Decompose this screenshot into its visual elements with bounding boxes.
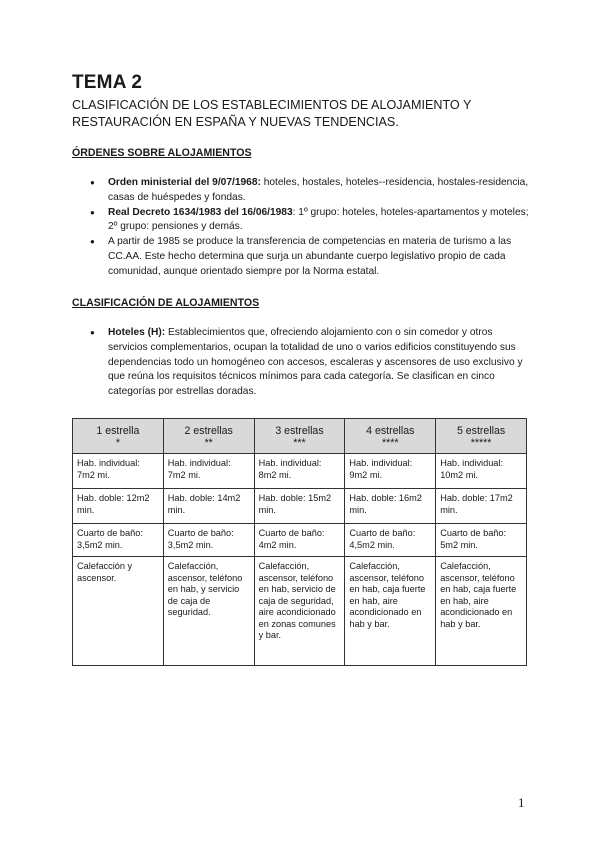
table-row [73, 489, 527, 524]
table-cell: Hab. doble: 16m2 min. [345, 489, 436, 524]
page-number: 1 [518, 795, 525, 810]
table-header-row [73, 419, 527, 454]
list-item-text: : 1º grupo: hoteles, hoteles-apartamentos y moteles; 2º grupo: pensiones y demás. [108, 206, 529, 233]
document-subtitle: CLASIFICACIÓN DE LOS ESTABLECIMIENTOS DE ALOJAMIENTO Y RESTAURACIÓN EN ESPAÑA Y NUEVAS TENDENCIAS. [72, 98, 472, 129]
table-cell: Calefacción, ascensor, teléfono en hab, caja fuerte en hab, aire acondicionado en hab y bar. [436, 557, 527, 666]
table-cell: Hab. doble: 12m2 min. [73, 489, 164, 524]
header-label: 5 estrellas [456, 425, 506, 437]
table-row [73, 557, 527, 666]
list-item-bold: Hoteles (H): [108, 327, 166, 338]
header-stars: *** [293, 437, 306, 449]
table-cell: Hab. individual: 7m2 mi. [73, 454, 164, 489]
list-item [72, 326, 532, 400]
header-label: 1 estrella [96, 425, 140, 437]
document-title: TEMA 2 [72, 72, 143, 93]
bullet-icon: ● [90, 328, 95, 337]
section-heading-ordenes: ÓRDENES SOBRE ALOJAMIENTOS [72, 147, 252, 159]
table-header-cell [345, 419, 436, 454]
bullet-icon: ● [90, 207, 95, 217]
list-item [72, 235, 532, 279]
table-cell: Cuarto de baño: 4m2 min. [254, 524, 345, 557]
table-cell: Hab. individual: 7m2 mi. [163, 454, 254, 489]
list-item-text: A partir de 1985 se produce la transferencia de competencias en materia de turismo a las CC.AA. Este hecho determina que surja un abundante cuerpo legislativo propio de cada comunidad, aunque orientado siempre por la Norma estatal. [108, 236, 512, 277]
table-row [73, 454, 527, 489]
header-stars: ** [204, 437, 213, 449]
list-item [72, 176, 532, 206]
list-item-bold: Real Decreto 1634/1983 del 16/06/1983 [108, 206, 293, 218]
clasificacion-list [72, 326, 532, 400]
table-cell: Calefacción, ascensor, teléfono en hab, y servicio de caja de seguridad. [163, 557, 254, 666]
list-item-text: hoteles, hostales, hoteles--residencia, hostales-residencia, casas de huéspedes y fondas. [108, 177, 529, 203]
table-cell: Cuarto de baño: 5m2 min. [436, 524, 527, 557]
table-header-cell [163, 419, 254, 454]
table-cell: Calefacción, ascensor, teléfono en hab, servicio de caja de seguridad, aire acondicionado en zonas comunes y bar. [254, 557, 345, 666]
table-header-cell [73, 419, 164, 454]
table-cell: Hab. individual: 8m2 mi. [254, 454, 345, 489]
table-row [73, 524, 527, 557]
table-cell: Cuarto de baño: 4,5m2 min. [345, 524, 436, 557]
table-cell: Cuarto de baño: 3,5m2 min. [73, 524, 164, 557]
bullet-icon: ● [90, 178, 95, 187]
table-header-cell [254, 419, 345, 454]
table-cell: Cuarto de baño: 3,5m2 min. [163, 524, 254, 557]
section-heading-clasificacion: CLASIFICACIÓN DE ALOJAMIENTOS [72, 297, 260, 309]
table-cell: Hab. individual: 9m2 mi. [345, 454, 436, 489]
table-cell: Hab. doble: 14m2 min. [163, 489, 254, 524]
ordenes-list [72, 176, 532, 280]
table-cell: Hab. doble: 17m2 min. [436, 489, 527, 524]
list-item [72, 206, 532, 236]
header-stars: ***** [470, 437, 492, 449]
bullet-icon: ● [90, 237, 95, 247]
table-cell: Calefacción y ascensor. [73, 557, 164, 666]
table-cell: Hab. individual: 10m2 mi. [436, 454, 527, 489]
table-cell: Hab. doble: 15m2 min. [254, 489, 345, 524]
list-item-bold: Orden ministerial del 9/07/1968: [108, 177, 261, 188]
header-stars: * [115, 437, 120, 449]
header-stars: **** [382, 437, 399, 449]
table-cell: Calefacción, ascensor, teléfono en hab, caja fuerte en hab, aire acondicionado en hab y bar. [345, 557, 436, 666]
hotel-categories-table [72, 418, 527, 666]
header-label: 3 estrellas [275, 425, 324, 437]
header-label: 2 estrellas [184, 425, 233, 437]
header-label: 4 estrellas [366, 425, 415, 437]
table-header-cell [436, 419, 527, 454]
list-item-text: Establecimientos que, ofreciendo alojamiento con o sin comedor y otros servicios complementarios, ocupan la totalidad de uno o varios edificios constituyendo sus dependencias todo un homogéneo con accesos, escaleras y ascensores de uso exclusivo y que reúna los requisitos técnicos mínimos para cada categoría. Se clasifican en cinco categorías por estrellas doradas. [108, 327, 523, 398]
